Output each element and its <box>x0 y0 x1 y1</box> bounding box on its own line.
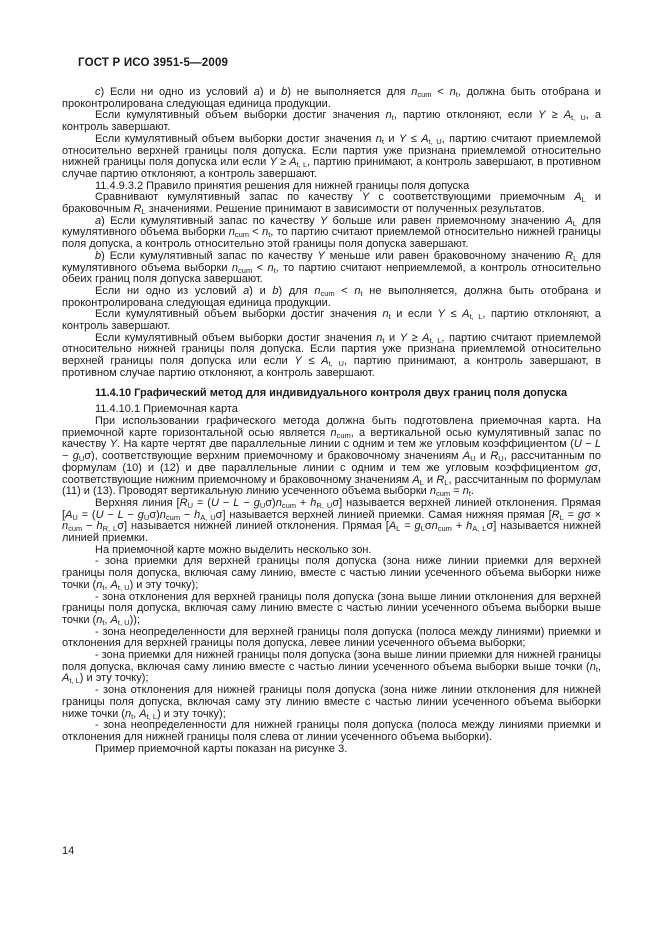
paragraph: 11.4.10.1 Приемочная карта <box>95 403 238 416</box>
paragraph: Если ни одно из условий a) и b) для $n_{cum} < n_t$ не выполняется, должна быть отобрана и проконтролирована следующая единица продукции. <box>62 284 601 309</box>
paragraph: Если кумулятивный объем выборки достиг значения $n_t$ и если $Y \le A_{t, L}$, партию отклоняют, а контроль завершают. <box>62 308 601 333</box>
paragraph: - зона приемки для верхней границы поля допуска (зона ниже линии приемки для верхней границы поля допуска, включая саму линию, вместе с частью линии усеченного объема выборки ниже точки ($n_t$, $A_{t, U}$) и эту точку); <box>62 555 601 592</box>
paragraph: 11.4.9.3.2 Правило принятия решения для нижней границы поля допуска <box>95 179 470 192</box>
paragraph-list <box>62 87 601 755</box>
paragraph: Если кумулятивный объем выборки достиг значения $n_t$ и $Y \ge A_{t, L}$, партию считают приемлемой относительно нижней границы поля допуска. Если партия уже признана приемлемой относительно верхней границы поля допуска или если $Y \le A_{t, U}$, партию принимают, а контроль завершают, в противном случае партию отклоняют, а контроль завершают. <box>62 331 602 379</box>
paragraph: - зона отклонения для нижней границы поля допуска (зона ниже линии отклонения для нижней границы поля допуска, включая саму эту линию вместе с частью линии усеченного объема выборки ниже точки ($n_t$, $A_{t, L}$) и эту точку); <box>62 684 601 721</box>
paragraph: На приемочной карте можно выделить несколько зон. <box>95 543 372 556</box>
section-heading: 11.4.10 Графический метод для индивидуального контроля двух границ поля допуска <box>95 386 568 399</box>
paragraph: Верхняя линия $[R_U = (U - L - g_U\sigma)n_{cum} + h_{R, U}\sigma]$ называется верхней линией отклонения. Прямая $[A_U = (U - L - g_U\sigma)n_{cum} - h_{A, U}\sigma]$ называется верхней линией приемки. Самая нижняя прямая $[R_L = g\sigma \times n_{cum} - h_{R, L}\sigma]$ называется нижней линией отклонения. Прямая $[A_L = g_L\sigma n_{cum} + h_{A, L}\sigma]$ называется нижней линией приемки. <box>62 496 602 545</box>
paragraph: a) Если кумулятивный запас по качеству Y больше или равен приемочному значению $A_L$ для кумулятивного объема выборки $n_{cum} < n_t$, то партию считают приемлемой относительно нижней границы поля допуска, а контроль относительно этой границы поля допуска завершают. <box>62 214 601 251</box>
paragraph: Сравнивают кумулятивный запас по качеству Y с соответствующими приемочным $A_L$ и браковочным $R_L$ значениями. Решение принимают в зависимости от полученных результатов. <box>62 191 602 217</box>
paragraph: - зона отклонения для верхней границы поля допуска (зона выше линии отклонения для верхней границы поля допуска, включая саму линию вместе с частью линии усеченного объема выборки выше точки ($n_t$, $A_{t, U}$)); <box>62 590 601 627</box>
paragraph: При использовании графического метода должна быть подготовлена приемочная карта. На приемочной карте горизонтальной осью является $n_{cum}$, а вертикальной осью кумулятивный запас по качеству Y. На карте чертят две параллельные линии с одним и тем же угловым коэффициентом $(U - L - g_U\sigma)$, соответствующие верхним приемочному и браковочному значениям $A_U$ и $R_U$, рассчитанным по формулам (10) и (12) и две параллельные линии с одним и тем же угловым коэффициентом gσ, соответствующие нижним приемочному и браковочному значениям $A_L$ и $R_L$, рассчитанным по формулам (11) и (13). Проводят вертикальную линию усеченного объема выборки $n_{cum} = n_t$. <box>62 414 602 499</box>
paragraph: c) Если ни одно из условий a) и b) не выполняется для $n_{cum} < n_t$, должна быть отобрана и проконтролирована следующая единица продукции. <box>62 86 601 110</box>
paragraph: b) Если кумулятивный запас по качеству Y меньше или равен браковочному значению $R_L$ для кумулятивного объема выборки $n_{cum} < n_t$, то партию считают неприемлемой, а контроль относительно обеих границ поля допуска завершают. <box>62 249 601 286</box>
document-code-header: ГОСТ Р ИСО 3951-5—2009 <box>78 57 229 69</box>
paragraph: Если кумулятивный объем выборки достиг значения $n_t$, партию отклоняют, если $Y \ge A_{t, U}$, а контроль завершают. <box>62 109 601 134</box>
page-number: 14 <box>62 845 75 857</box>
paragraph: - зона приемки для нижней границы поля допуска (зона выше линии приемки для нижней границы поля допуска, включая саму линию вместе с частью линии усеченного объема выборки выше точки ($n_t$, $A_{t, L}$) и эту точку); <box>62 649 601 686</box>
paragraph: Пример приемочной карты показан на рисунке 3. <box>95 742 348 755</box>
paragraph: - зона неопределенности для верхней границы поля допуска (полоса между линиями) приемки и отклонения для верхней границы поля допуска, левее линии усеченного объема выборки; <box>62 625 601 650</box>
paragraph: Если кумулятивный объем выборки достиг значения $n_t$ и $Y \le A_{t, U}$, партию считают приемлемой относительно верхней границы поля допуска. Если партия уже признана приемлемой относительно нижней границы поля допуска или если $Y \ge A_{t, L}$, партию принимают, а контроль завершают, в противном случае партию отклоняют, а контроль завершают. <box>62 132 601 180</box>
paragraph: - зона неопределенности для нижней границы поля допуска (полоса между линиями приемки и отклонения для нижней границы поля слева от линии усеченного объема выборки). <box>62 719 601 743</box>
